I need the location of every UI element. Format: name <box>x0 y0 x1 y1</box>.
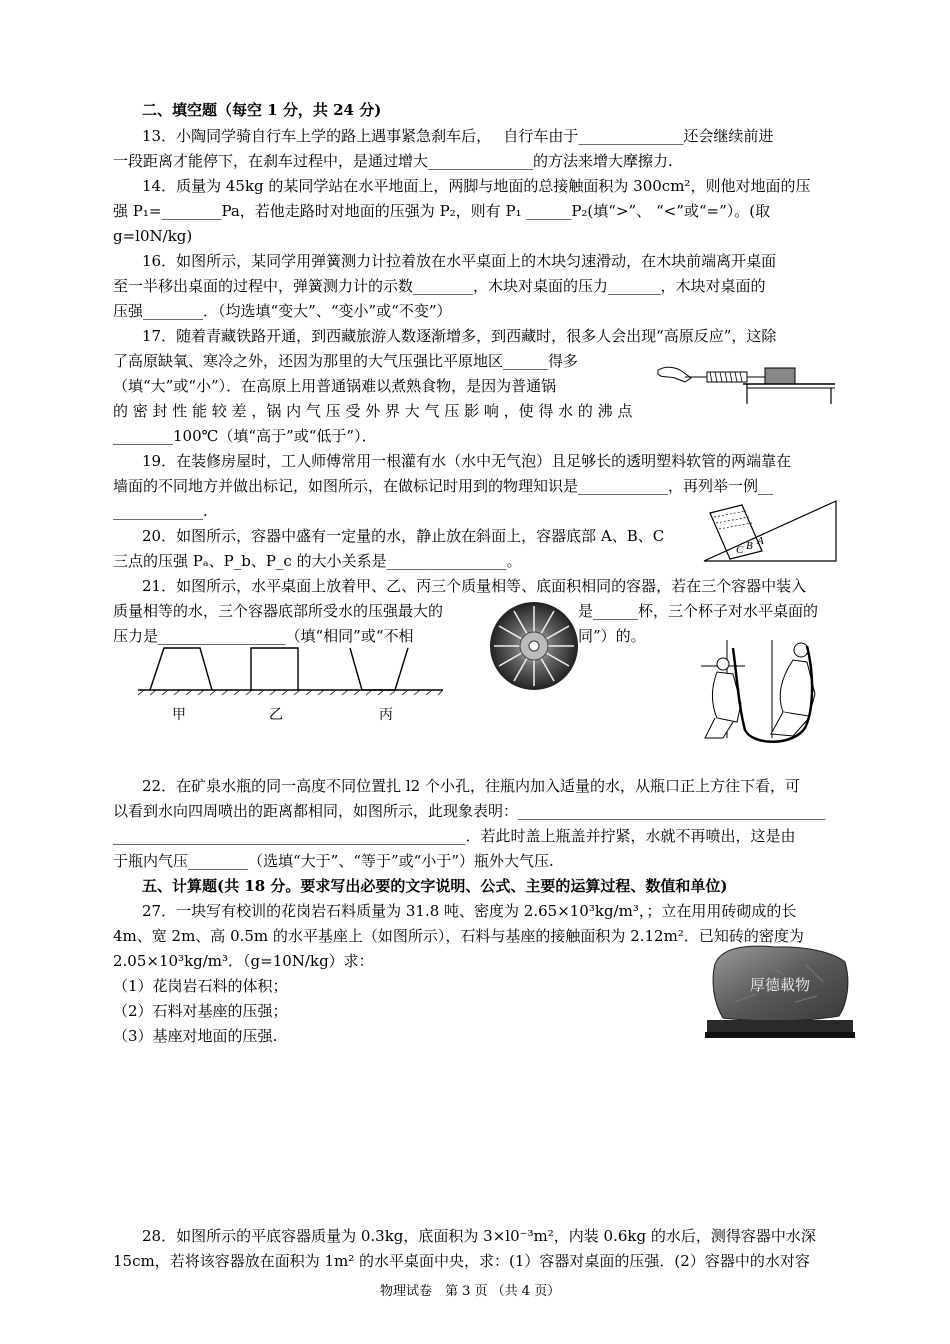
question-21-line-2a: 质量相等的水，三个容器底部所受水的压强最大的 <box>113 602 444 620</box>
granite-stone-figure <box>705 942 855 1042</box>
question-14-line-3: g=l0N/kg) <box>113 227 193 245</box>
question-19-line-2: 墙面的不同地方并做出标记，如图所示，在做标记时用到的物理知识是____________，再列举一例__ <box>113 477 774 495</box>
question-27-line-3: 2.05×10³kg/m³．（g=10N/kg）求： <box>113 952 374 970</box>
section-title-fill-blank: 二、填空题（每空 1 分，共 24 分) <box>142 101 382 119</box>
three-cups-figure <box>138 645 443 725</box>
question-22-line-2: 以看到水向四周喷出的距离都相同，如图所示，此现象表明：_________________________________________ <box>113 802 826 820</box>
question-20-line-2: 三点的压强 Pₐ、P_b、P_c 的大小关系是________________。 <box>113 552 522 570</box>
question-20-line-1: 20．如图所示，容器中盛有一定量的水，静止放在斜面上，容器底部 A、B、C <box>142 527 665 545</box>
question-16-line-2: 至一半移出桌面的过程中，弹簧测力计的示数________，木块对桌面的压力_______，木块对桌面的 <box>113 277 766 295</box>
question-17-line-3: （填“大”或“小”）．在高原上用普通锅难以煮熟食物，是因为普通锅 <box>113 377 557 395</box>
question-22-line-4: 于瓶内气压________（选填“大于”、“等于”或“小于”）瓶外大气压. <box>113 852 554 870</box>
question-19-line-1: 19．在装修房屋时，工人师傅常用一根灌有水（水中无气泡）且足够长的透明塑料软管的两端靠在 <box>142 452 792 470</box>
question-17-line-5: ________100℃（填“高于”或“低于”）． <box>113 427 377 445</box>
question-21-line-3b: 同”）的。 <box>578 627 646 645</box>
page-footer: 物理试卷 第 3 页 （共 4 页） <box>380 1284 561 1299</box>
question-27-line-1: 27．一块写有校训的花岗岩石料质量为 31.8 吨、密度为 2.65×10³kg/m³，；立在用用砖砌成的长 <box>142 902 797 920</box>
question-28-line-2: 15cm，若将该容器放在面积为 1m² 的水平桌面中央，求：(1）容器对桌面的压强．(2）容器中的水对容 <box>113 1252 810 1270</box>
question-22-line-1: 22．在矿泉水瓶的同一高度不同位置扎 l2 个小孔，往瓶内加入适量的水，从瓶口正上方往下看，可 <box>142 777 800 795</box>
question-22-line-3: _______________________________________________．若此时盖上瓶盖并拧紧，水就不再喷出，这是由 <box>113 827 796 845</box>
question-13-line-1: 13．小陶同学骑自行车上学的路上遇事紧急刹车后， 自行车由于______________还会继续前进 <box>142 127 774 145</box>
question-21-line-1: 21．如图所示，水平桌面上放着甲、乙、丙三个质量相等、底面积相同的容器，若在三个容器中装入 <box>142 577 807 595</box>
label-point-a: A <box>757 535 764 547</box>
label-point-c: C <box>736 544 744 556</box>
stone-inscription: 厚德載物 <box>749 976 811 994</box>
question-21-line-2b: 是______杯，三个杯子对水平桌面的 <box>578 602 819 620</box>
label-point-b: B <box>746 540 753 552</box>
question-27-item-3: （3）基座对地面的压强. <box>113 1027 278 1045</box>
question-14-line-1: 14．质量为 45kg 的某同学站在水平地面上，两脚与地面的总接触面积为 300cm²，则他对地面的压 <box>142 177 811 195</box>
label-cup-jia: 甲 <box>172 707 186 723</box>
question-21-line-3a: 压力是_________________（填“相同”或“不相 <box>113 627 414 645</box>
question-14-line-2: 强 P₁=________Pa，若他走路时对地面的压强为 P₂，则有 P₁ ______P₂(填“>”、 “<”或“=”）。(取 <box>113 202 771 220</box>
question-28-line-1: 28．如图所示的平底容器质量为 0.3kg，底面积为 3×l0⁻³m²，内装 0.6kg 的水后，测得容器中水深 <box>142 1227 816 1245</box>
question-17-line-1: 17．随着青藏铁路开通，到西藏旅游人数逐渐增多，到西藏时，很多人会出现“高原反应”，这除 <box>142 327 777 345</box>
question-17-line-2: 了高原缺氧、寒冷之外，还因为那里的大气压强比平原地区______得多 <box>113 352 579 370</box>
question-13-line-2: 一段距离才能停下，在刹车过程中，是通过增大______________的方法来增大摩擦力. <box>113 152 673 170</box>
workers-tube-figure <box>697 638 839 750</box>
question-27-item-2: （2）石料对基座的压强； <box>113 1002 288 1020</box>
incline-container-figure <box>702 497 840 565</box>
question-16-line-3: 压强________．（均选填“变大”、“变小”或“不变”） <box>113 302 452 320</box>
water-bottle-figure <box>488 600 580 692</box>
label-cup-bing: 丙 <box>379 707 393 723</box>
spring-scale-figure <box>655 352 840 404</box>
question-27-item-1: （1）花岗岩石料的体积； <box>113 977 288 995</box>
section-title-calculation: 五、计算题(共 18 分。要求写出必要的文字说明、公式、主要的运算过程、数值和单位) <box>142 877 728 895</box>
question-16-line-1: 16．如图所示，某同学用弹簧测力计拉着放在水平桌面上的木块匀速滑动，在木块前端离开桌面 <box>142 252 777 270</box>
question-19-line-3: ____________. <box>113 502 208 520</box>
label-cup-yi: 乙 <box>269 707 283 723</box>
question-17-line-4: 的 密 封 性 能 较 差 ，锅 内 气 压 受 外 界 大 气 压 影 响 ，使 得 水 的 沸 点 <box>113 402 633 420</box>
question-27-line-2: 4m、宽 2m、高 0.5m 的水平基座上（如图所示），石料与基座的接触面积为 2.12m²．已知砖的密度为 <box>113 927 804 945</box>
